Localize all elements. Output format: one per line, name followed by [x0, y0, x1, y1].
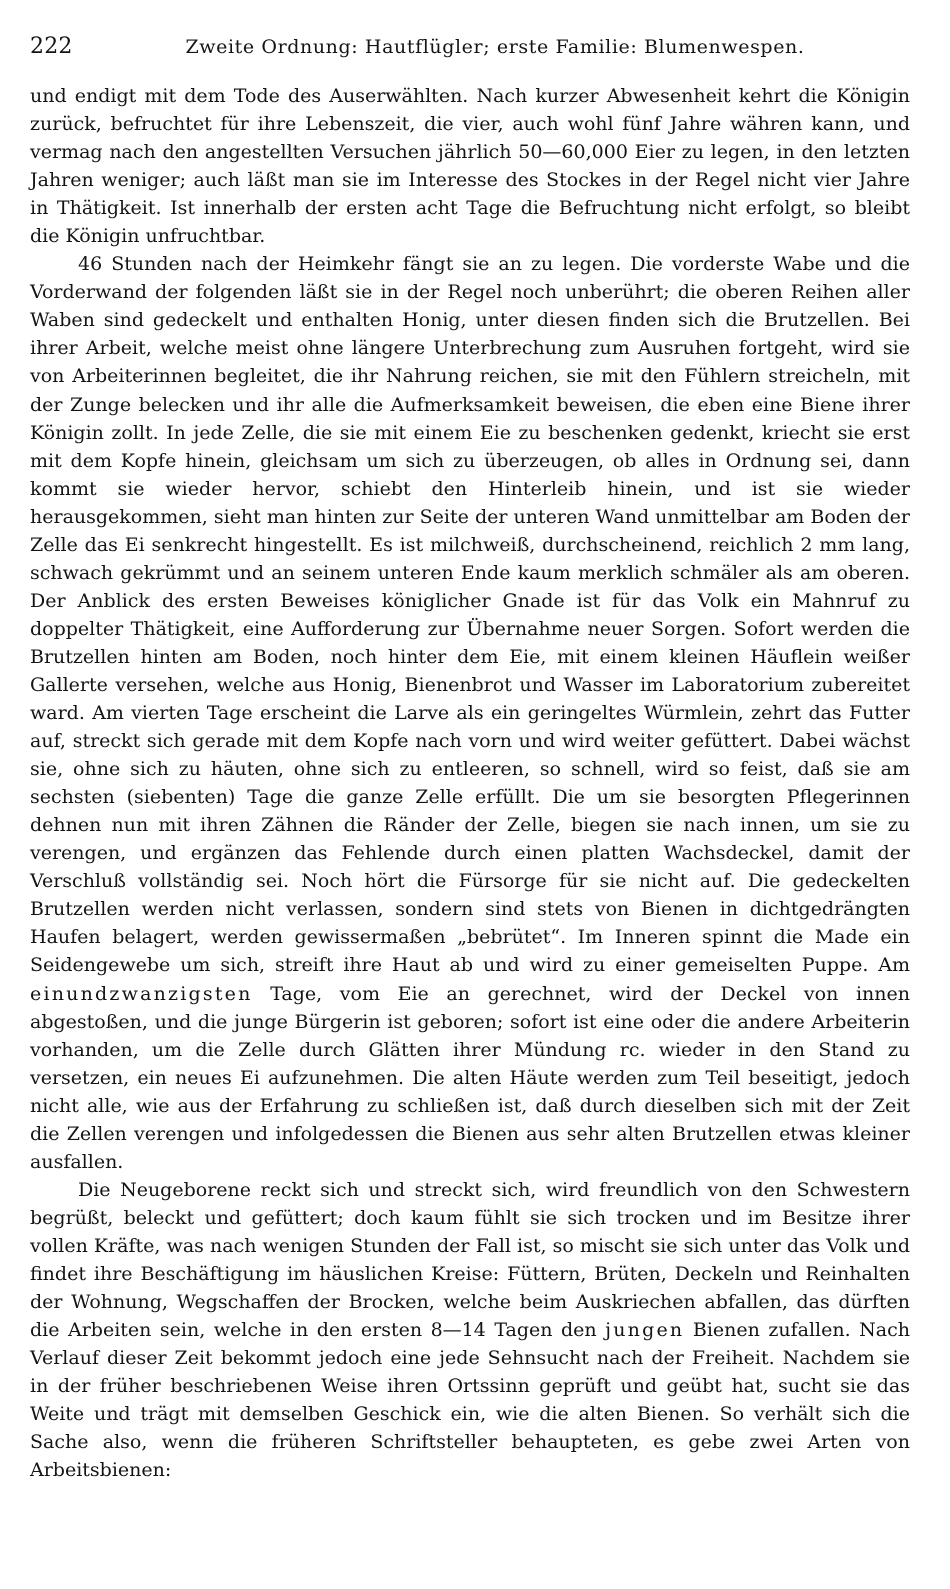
paragraph-2 — [30, 250, 910, 1176]
paragraph-3-text-before: Die Neugeborene reckt sich und streckt sich, wird freundlich von den Schwestern begrüßt, beleckt und gefüttert; doch kaum fühlt sie sich trocken und im Besitze ihrer vollen Kräfte, was nach wenigen Stunden der Fall ist, so mischt sie sich unter das Volk und findet ihre Beschäftigung im häuslichen Kreise: Füttern, Brüten, Deckeln und Reinhalten der Wohnung, Wegschaffen der Brocken, welche beim Auskriechen abfallen, das dürften die Arbeiten sein, welche in den ersten 8—14 Tagen den — [30, 1178, 910, 1342]
body-text — [30, 82, 910, 1484]
paragraph-2-emphasis: einundzwanzigsten — [30, 982, 253, 1005]
paragraph-2-text-before: 46 Stunden nach der Heimkehr fängt sie an zu legen. Die vorderste Wabe und die Vorderwand der folgenden läßt sie in der Regel noch unberührt; die oberen Reihen aller Waben sind gedeckelt und enthalten Honig, unter diesen finden sich die Brutzellen. Bei ihrer Arbeit, welche meist ohne längere Unterbrechung zum Ausruhen fortgeht, wird sie von Arbeiterinnen begleitet, die ihr Nahrung reichen, sie mit den Fühlern streicheln, mit der Zunge belecken und ihr alle die Aufmerksamkeit beweisen, die eben eine Biene ihrer Königin zollt. In jede Zelle, die sie mit einem Eie zu beschenken gedenkt, kriecht sie erst mit dem Kopfe hinein, gleichsam um sich zu überzeugen, ob alles in Ordnung sei, dann kommt sie wieder hervor, schiebt den Hinterleib hinein, und ist sie wieder herausgekommen, sieht man hinten zur Seite der unteren Wand unmittelbar am Boden der Zelle das Ei senkrecht hingestellt. Es ist milchweiß, durchscheinend, reichlich 2 mm lang, schwach gekrümmt und an seinem unteren Ende kaum merklich schmäler als am oberen. Der Anblick des ersten Beweises königlicher Gnade ist für das Volk ein Mahnruf zu doppelter Thätigkeit, eine Aufforderung zur Übernahme neuer Sorgen. Sofort werden die Brutzellen hinten am Boden, noch hinter dem Eie, mit einem kleinen Häuflein weißer Gallerte versehen, welche aus Honig, Bienenbrot und Wasser im Laboratorium zubereitet ward. Am vierten Tage erscheint die Larve als ein geringeltes Würmlein, zehrt das Futter auf, streckt sich gerade mit dem Kopfe nach vorn und wird weiter gefüttert. Dabei wächst sie, ohne sich zu häuten, ohne sich zu entleeren, so schnell, wird so feist, daß sie am sechsten (siebenten) Tage die ganze Zelle erfüllt. Die um sie besorgten Pflegerinnen dehnen nun mit ihren Zähnen die Ränder der Zelle, biegen sie nach innen, um sie zu verengen, und ergänzen das Fehlende durch einen platten Wachsdeckel, damit der Verschluß vollständig sei. Noch hört die Fürsorge für sie nicht auf. Die gedeckelten Brutzellen werden nicht verlassen, sondern sind stets von Bienen in dichtgedrängten Haufen belagert, werden gewissermaßen „bebrütet“. Im Inneren spinnt die Made ein Seidengewebe um sich, streift ihre Haut ab und wird zu einer gemeiselten Puppe. Am — [30, 253, 910, 977]
paragraph-3-emphasis: jungen — [605, 1319, 685, 1342]
paragraph-1 — [30, 82, 910, 250]
page-number: 222 — [30, 34, 73, 59]
running-head: Zweite Ordnung: Hautflügler; erste Familie: Blumenwespen. — [185, 36, 805, 58]
paragraph-3 — [30, 1176, 910, 1485]
page-header — [30, 34, 910, 74]
paragraph-1-text: und endigt mit dem Tode des Auserwählten. Nach kurzer Abwesenheit kehrt die Königin zurück, befruchtet für ihre Lebenszeit, die vier, auch wohl fünf Jahre währen kann, und vermag nach den angestellten Versuchen jährlich 50—60,000 Eier zu legen, in den letzten Jahren weniger; auch läßt man sie im Interesse des Stockes in der Regel nicht vier Jahre in Thätigkeit. Ist innerhalb der ersten acht Tage die Befruchtung nicht erfolgt, so bleibt die Königin unfruchtbar. — [30, 85, 910, 248]
paragraph-3-text-after: Bienen zufallen. Nach Verlauf dieser Zeit bekommt jedoch eine jede Sehnsucht nach der Freiheit. Nachdem sie in der früher beschriebenen Weise ihren Ortssinn geprüft und geübt hat, sucht sie das Weite und trägt mit demselben Geschick ein, wie die alten Bienen. So verhält sich die Sache also, wenn die früheren Schriftsteller behaupteten, es gebe zwei Arten von Arbeitsbienen: — [30, 1319, 910, 1482]
paragraph-2-text-after: Tage, vom Eie an gerechnet, wird der Deckel von innen abgestoßen, und die junge Bürgerin ist geboren; sofort ist eine oder die andere Arbeiterin vorhanden, um die Zelle durch Glätten ihrer Mündung rc. wieder in den Stand zu versetzen, ein neues Ei aufzunehmen. Die alten Häute werden zum Teil beseitigt, jedoch nicht alle, wie aus der Erfahrung zu schließen ist, daß durch dieselben sich mit der Zeit die Zellen verengen und infolgedessen die Bienen aus sehr alten Brutzellen etwas kleiner ausfallen. — [30, 982, 910, 1173]
